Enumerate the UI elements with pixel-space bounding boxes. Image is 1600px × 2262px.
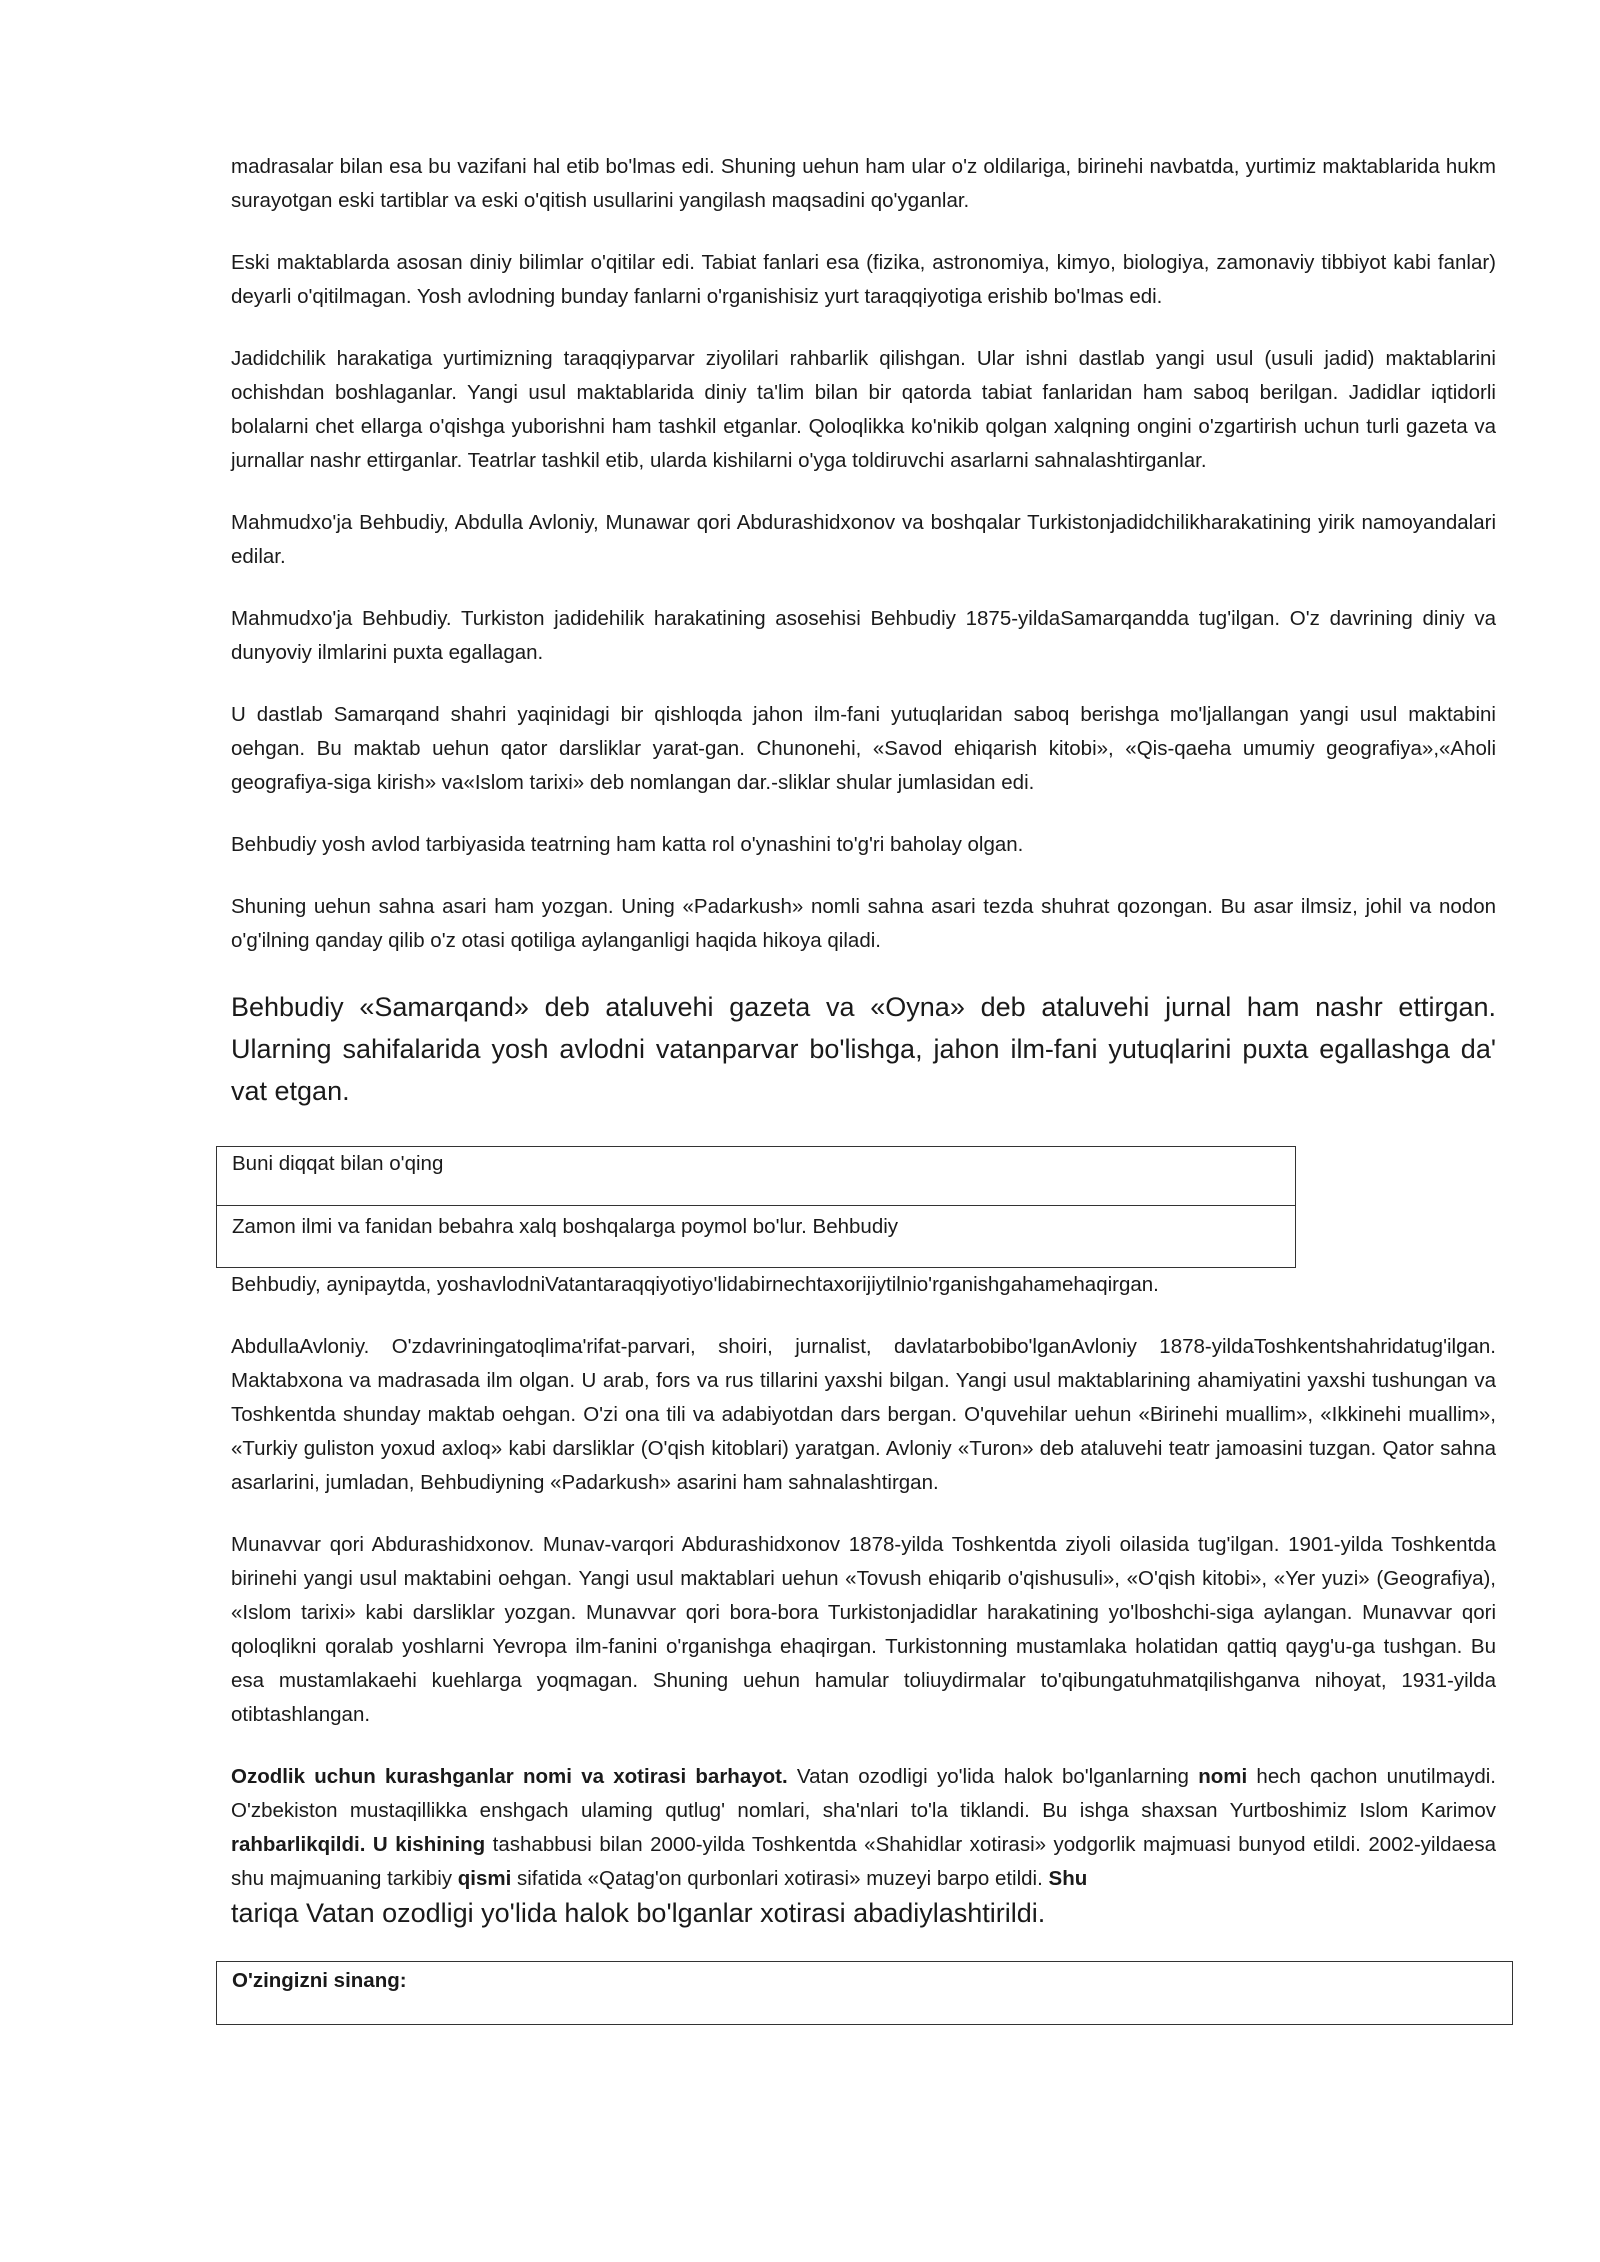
quote-box-quote: Zamon ilmi va fanidan bebahra xalq boshqalarga poymol bo'lur. Behbudiy bbox=[217, 1205, 1295, 1267]
paragraph-10: Behbudiy, aynipaytda, yoshavlodniVatantaraqqiyotiyo'lidabirnechtaxorijiytilnio'rganishgahamehaqirgan. bbox=[231, 1273, 1159, 1296]
self-test-label: O'zingizni sinang: bbox=[232, 1969, 407, 1992]
paragraph-4: Mahmudxo'ja Behbudiy, Abdulla Avloniy, Munawar qori Abdurashidxonov va boshqalar Turkistonjadidchilikharakatining yirik namoyandalari edilar. bbox=[231, 511, 1496, 568]
paragraph-11: AbdullaAvloniy. O'zdavriningatoqlima'rifat-parvari, shoiri, jurnalist, davlatarbobibo'lganAvloniy 1878-yildaToshkentshahridatug'ilgan. Maktabxona va madrasada ilm olgan. U arab, fors va rus tillarini yaxshi bilgan. Yangi usul maktablarining ahamiyatini yaxshi tushungan va Toshkentda shunday maktab oehgan. O'zi ona tili va adabiyotdan dars bergan. O'quvehilar uehun «Birinehi muallim», «Ikkinehi muallim», «Turkiy guliston yoxud axloq» kabi darsliklar (O'qish kitoblari) yaratgan. Avloniy «Turon» deb ataluvehi teatr jamoasini tuzgan. Qator sahna asarlarini, jumladan, Behbudiyning «Padarkush» asarini ham sahnalashtirgan. bbox=[231, 1335, 1496, 1494]
paragraph-1: madrasalar bilan esa bu vazifani hal etib bo'lmas edi. Shuning uehun ham ular o'z oldilariga, birinehi navbatda, yurtimiz maktablarida hukm surayotgan eski tartiblar va eski o'qitish usullarini yangilash maqsadini qo'yganlar. bbox=[231, 155, 1496, 212]
paragraph-12: Munavvar qori Abdurashidxonov. Munav-varqori Abdurashidxonov 1878-yilda Toshkentda ziyoli oilasida tug'ilgan. 1901-yilda Toshkentda birinehi yangi usul maktabini oehgan. Yangi usul maktablari uehun «Tovush ehiqarib o'qishusuli», «O'qish kitobi», «Yer yuzi» (Geografiya), «Islom tarixi» kabi darsliklar yozgan. Munavvar qori bora-bora Turkistonjadidlar harakatining yo'lboshchi-siga aylangan. Munavvar qori qoloqlikni qoralab yoshlarni Yevropa ilm-fanini o'rganishga ehaqirgan. Turkistonning mustamlaka holatidan qattiq qayg'u-ga tushgan. Bu esa mustamlakaehi kuehlarga yoqmagan. Shuning uehun hamular toliuydirmalar to'qibungatuhmatqilishganva nihoyat, 1931-yilda otibtashlangan. bbox=[231, 1533, 1496, 1726]
paragraph-13 bbox=[231, 1760, 1496, 1933]
p13-text-3: tashabbusi bilan 2000-yilda Toshkentda «Shahidlar xotirasi» yodgorlik majmuasi bunyod etildi. 2002-yildaesa shu majmuaning tarkibiy bbox=[231, 1833, 1496, 1890]
paragraph-6: U dastlab Samarqand shahri yaqinidagi bir qishloqda jahon ilm-fani yutuqlaridan saboq berishga mo'ljallangan yangi usul maktabini oehgan. Bu maktab uehun qator darsliklar yarat-gan. Chunonehi, «Savod ehiqarish kitobi», «Qis-qaeha umumiy geografiya»,«Aholi geografiya-siga kirish» va«Islom tarixi» deb nomlangan dar.-sliklar shular jumlasidan edi. bbox=[231, 703, 1496, 794]
paragraph-3: Jadidchilik harakatiga yurtimizning taraqqiyparvar ziyolilari rahbarlik qilishgan. Ular ishni dastlab yangi usul (usuli jadid) maktablarini ochishdan boshlaganlar. Yangi usul maktablarida diniy ta'lim bilan bir qatorda tabiat fanlaridan ham saboq berilgan. Jadidlar iqtidorli bolalarni chet ellarga o'qishga yuborishni ham tashkil etganlar. Qoloqlikka ko'nikib qolgan xalqning ongini o'zgartirish uchun turli gazeta va jurnallar nashr ettirganlar. Teatrlar tashkil etib, ularda kishilarni o'yga toldiruvchi asarlarni sahnalashtirganlar. bbox=[231, 347, 1496, 472]
p13-bold-nomi: nomi bbox=[1198, 1765, 1248, 1788]
quote-box bbox=[216, 1146, 1296, 1268]
document-body bbox=[231, 150, 1496, 2025]
p13-bold-qismi: qismi bbox=[457, 1867, 512, 1890]
p13-bold-heading: Ozodlik uchun kurashganlar nomi va xotirasi barhayot. bbox=[231, 1765, 788, 1788]
p13-bold-rahbarlik: rahbarlikqildi. U kishining bbox=[231, 1833, 486, 1856]
paragraph-8: Shuning uehun sahna asari ham yozgan. Uning «Padarkush» nomli sahna asari tezda shuhrat qozongan. Bu asar ilmsiz, johil va nodon o'g'ilning qanday qilib o'z otasi qotiliga aylanganligi haqida hikoya qiladi. bbox=[231, 895, 1496, 952]
p13-large-tail: tariqa Vatan ozodligi yo'lida halok bo'lganlar xotirasi abadiylashtirildi. bbox=[231, 1898, 1046, 1928]
self-test-box bbox=[216, 1961, 1513, 2025]
paragraph-5: Mahmudxo'ja Behbudiy. Turkiston jadidehilik harakatining asosehisi Behbudiy 1875-yildaSamarqandda tug'ilgan. O'z davrining diniy va dunyoviy ilmlarini puxta egallagan. bbox=[231, 607, 1496, 664]
p13-text-1: Vatan ozodligi yo'lida halok bo'lganlarning bbox=[787, 1765, 1199, 1788]
quote-box-title: Buni diqqat bilan o'qing bbox=[232, 1152, 444, 1175]
paragraph-9-large: Behbudiy «Samarqand» deb ataluvehi gazeta va «Oyna» deb ataluvehi jurnal ham nashr ettirgan. Ularning sahifalarida yosh avlodni vatanparvar bo'lishga, jahon ilm-fani yutuqlarini puxta egallashga da' vat etgan. bbox=[231, 992, 1496, 1106]
p13-text-2: hech qachon unutilmaydi. O'zbekiston mustaqillikka enshgach ulaming qutlug' nomlari, sha'nlari to'la tiklandi. Bu ishga shaxsan Yurtboshimiz Islom Karimov bbox=[231, 1765, 1496, 1822]
paragraph-7: Behbudiy yosh avlod tarbiyasida teatrning ham katta rol o'ynashini to'g'ri baholay olgan. bbox=[231, 833, 1024, 856]
p13-bold-shu: Shu bbox=[1048, 1867, 1088, 1890]
paragraph-2: Eski maktablarda asosan diniy bilimlar o'qitilar edi. Tabiat fanlari esa (fizika, astronomiya, kimyo, biologiya, zamonaviy tibbiyot kabi fanlar) deyarli o'qitilmagan. Yosh avlodning bunday fanlarni o'rganishisiz yurt taraqqiyotiga erishib bo'lmas edi. bbox=[231, 251, 1496, 308]
p13-text-4: sifatida «Qatag'on qurbonlari xotirasi» muzeyi barpo etildi. bbox=[511, 1867, 1049, 1890]
